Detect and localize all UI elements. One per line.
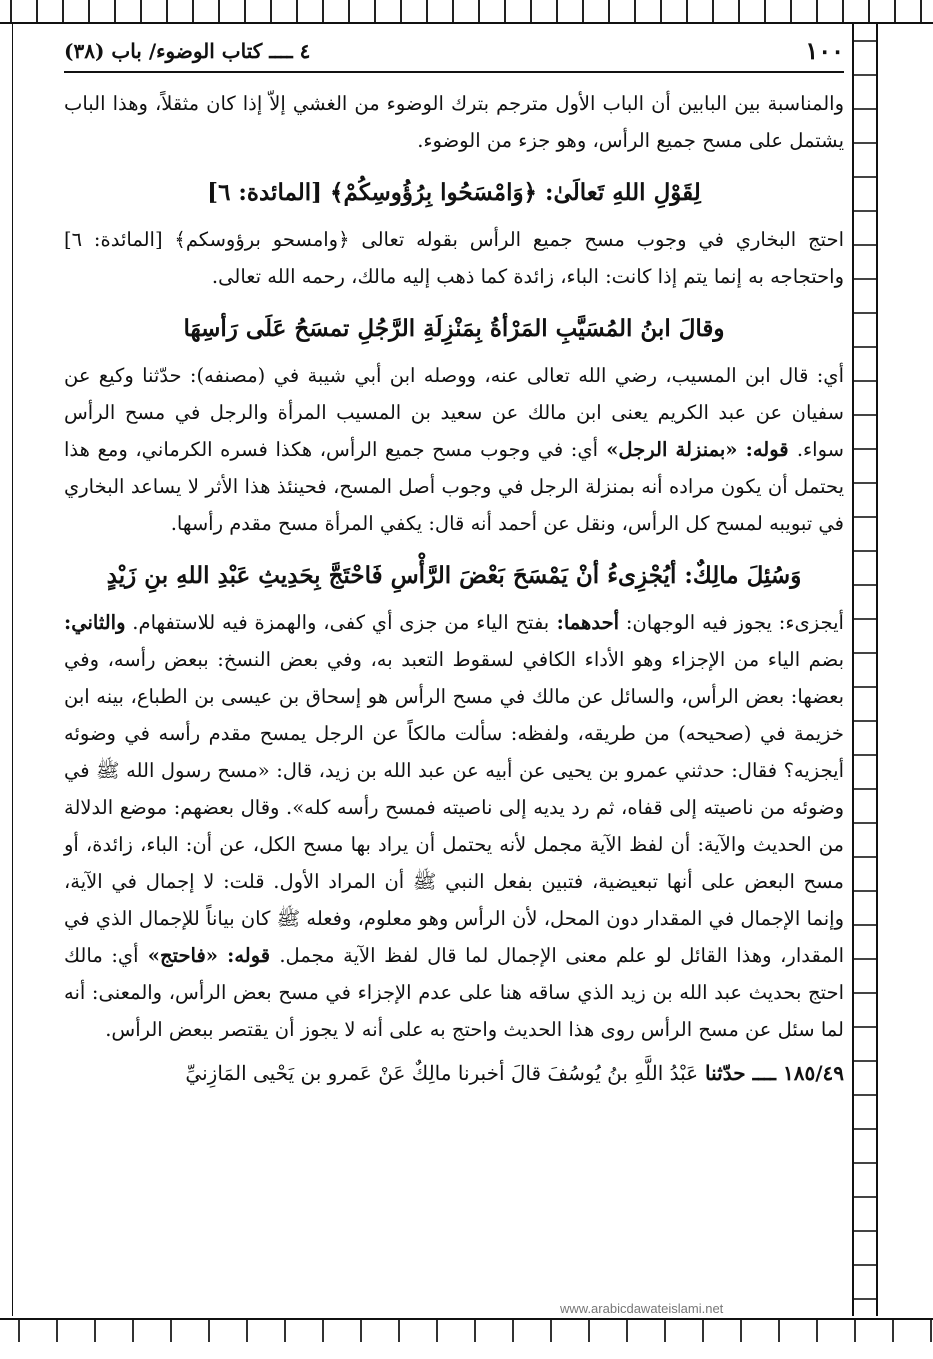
running-head: ٤ ــــ كتاب الوضوء/ باب (٣٨) bbox=[64, 38, 311, 63]
paragraph-2-text-end: أي: في وجوب مسح جميع الرأس، هكذا فسره الكرماني، ومع هذا يحتمل أن يكون مراده أنه بمنزلة الرجل في وجوب أصل المسح، فحينئذ هذا الأثر لا يساعد البخاري في تبويبه لمسح كل الرأس، ونقل عن أحمد أنه قال: يكفي المرأة مسح مقدم رأسها. bbox=[64, 438, 844, 535]
watermark-url: www.arabicdawateislami.net bbox=[560, 1301, 724, 1316]
hadith-line bbox=[64, 1054, 844, 1092]
paragraph-3-label: قوله: «فاحتج» bbox=[138, 944, 280, 967]
paragraph-2 bbox=[64, 357, 844, 542]
hadith-text: عَبْدُ اللَّهِ بنُ يُوسُفَ قالَ أخبرنا مالِكٌ عَنْ عَمرو بن يَحْيى المَازِنيِّ bbox=[185, 1061, 699, 1085]
paragraph-3-text-c: بضم الياء من الإجزاء وهو الأداء الكافي لسقوط التعبد به، وفي بعض النسخ: ببعض رأسه، وفي بعضها: بعض الرأس، والسائل عن مالك في مسح الرأس هو إسحاق بن عيسى بن الطباع، بينه ابن خزيمة في (صحيحه) من طريقه، ولفظه: سألت مالكاً عن الرجل يمسح مقدم رأسه في وضوئه أيجزيه؟ فقال: حدثني عمرو بن يحيى عن أبيه عن عبد الله بن زيد، قال: «مسح رسول الله ﷺ في وضوئه من ناصيته إلى قفاه، ثم رد يديه إلى ناصيته فمسح رأسه كله». وقال بعضهم: موضع الدلالة من الحديث والآية: أن لفظ الآية مجمل لأنه يحتمل أن يراد بها مسح الكل، عن أن: الباء، زائدة، أو مسح البعض على أنها تبعيضية، فتبين بفعل النبي ﷺ أن المراد الأول. قلت: لا إجمال في الآية، وإنما الإجمال في المقدار دون المحل، لأن الرأس وهو معلوم، وفعله ﷺ كان بياناً للإجمال الذي في المقدار، وهذا القائل لو علم معنى الإجمال لما قال لفظ الآية مجمل. bbox=[64, 648, 844, 967]
paragraph-intro: والمناسبة بين البابين أن الباب الأول مترجم بترك الوضوء من الغشي إلاّ إذا كان مثقلاً، وهذا الباب يشتمل على مسح جميع الرأس، وهو جزء من الوضوء. bbox=[64, 92, 844, 152]
border-right-ornament bbox=[852, 24, 878, 1316]
page-content bbox=[64, 36, 844, 1092]
page-header bbox=[64, 36, 844, 73]
section-heading-3: وَسُئِلَ مالِكٌ: أيُجْزِىءُ أنْ يَمْسَحَ بَعْضَ الرَّأْسِ فَاحْتَجَّ بِحَدِيثِ عَبْدِ اللهِ بنِ زَيْدٍ bbox=[106, 562, 802, 589]
border-top-ornament bbox=[0, 0, 933, 24]
paragraph-1: احتج البخاري في وجوب مسح جميع الرأس بقوله تعالى ﴿وامسحو برؤوسكم﴾ [المائدة: ٦] واحتجاجه به إنما يتم إذا كانت: الباء، زائدة كما ذهب إليه مالك، رحمه الله تعالى. bbox=[64, 228, 844, 288]
border-bottom-ornament bbox=[0, 1318, 933, 1342]
paragraph-3-bold-a: أحدهما: bbox=[549, 611, 620, 634]
hadith-label: حدّثنا bbox=[698, 1061, 746, 1085]
paragraph-3-text-d: أي: مالك احتج بحديث عبد الله بن زيد الذي ساقه هنا على عدم الإجزاء في مسح بعض الرأس، والمعنى: أنه لما سئل عن مسح الرأس روى هذا الحديث واحتج به على أنه لا يجوز أن يقتصر ببعض الرأس. bbox=[64, 944, 844, 1041]
paragraph-2-text-start: أي: قال ابن المسيب، رضي الله تعالى عنه، ووصله ابن أبي شيبة في (مصنفه): حدّثنا وكيع عن سفيان عن عبد الكريم يعنى ابن مالك عن سعيد بن المسيب المرأة والرجل في مسح الرأس سواء. bbox=[64, 364, 845, 461]
border-left-edge bbox=[0, 24, 13, 1316]
section-heading-1: لِقَوْلِ اللهِ تَعالَىٰ: ﴿وَامْسَحُوا بِرُؤُوسِكُمْ﴾ [المائدة: ٦] bbox=[207, 179, 701, 206]
hadith-number: ١٨٥/٤٩ ــــ bbox=[745, 1061, 844, 1085]
paragraph-3-bold-b: والثاني: bbox=[64, 611, 126, 634]
page-number: ١٠٠ bbox=[805, 36, 844, 65]
paragraph-3-text-a: أيجزىء: يجوز فيه الوجهان: bbox=[619, 611, 844, 634]
paragraph-3 bbox=[64, 604, 844, 1048]
section-heading-2: وقالَ ابنُ المُسَيَّبِ المَرْأةُ بِمَنْزِلَةِ الرَّجُلِ تمسَحُ عَلَى رَأسِهَا bbox=[183, 315, 725, 342]
paragraph-2-label: قوله: «بمنزلة الرجل» bbox=[598, 438, 797, 461]
paragraph-3-text-b: بفتح الياء من جزى أي كفى، والهمزة فيه للاستفهام. bbox=[125, 611, 550, 634]
